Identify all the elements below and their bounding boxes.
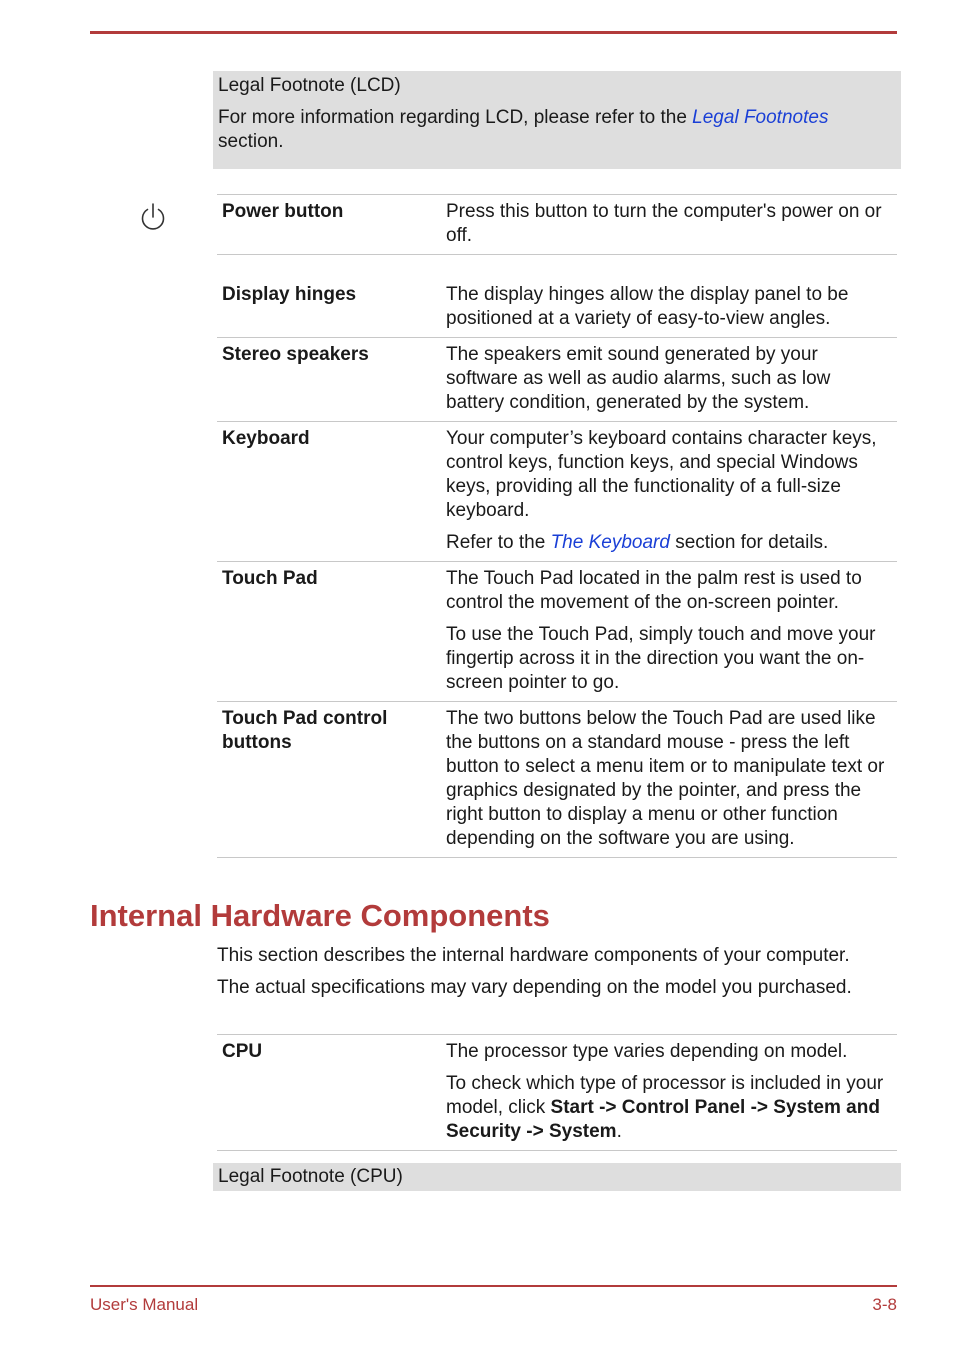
external-components-table xyxy=(217,194,897,858)
desc-power-button: Press this button to turn the computer's power on or off. xyxy=(446,201,882,246)
term-cpu: CPU xyxy=(222,1041,263,1062)
legal-footnote-cpu xyxy=(213,1163,901,1191)
legal-footnotes-link[interactable]: Legal Footnotes xyxy=(692,107,829,128)
table-row xyxy=(217,422,897,562)
desc-touch-pad-control-buttons: The two buttons below the Touch Pad are used like the buttons on a standard mouse - press the left button to select a menu item or to manipulate text or graphics designated by the pointer, and press the right button to display a menu or other function depending on the software you are using. xyxy=(446,708,885,849)
internal-components-table xyxy=(217,1034,897,1151)
desc-touch-pad: The Touch Pad located in the palm rest is used to control the movement of the on-screen pointer. To use the Touch Pad, simply touch and move your fingertip across it in the direction you want the on-screen pointer to go. xyxy=(446,568,876,693)
table-row xyxy=(217,562,897,702)
footer-page-number: 3-8 xyxy=(872,1295,897,1314)
header-rule xyxy=(90,31,897,34)
desc-stereo-speakers: The speakers emit sound generated by your software as well as audio alarms, such as low battery condition, generated by the system. xyxy=(446,344,831,413)
legal-footnote-cpu-title: Legal Footnote (CPU) xyxy=(218,1166,403,1187)
section-intro xyxy=(217,944,897,1000)
footer-manual-title: User's Manual xyxy=(90,1295,199,1314)
legal-footnote-lcd xyxy=(213,71,901,169)
footer-rule xyxy=(90,1285,897,1287)
table-row xyxy=(217,338,897,422)
legal-footnote-lcd-title: Legal Footnote (LCD) xyxy=(218,75,401,96)
term-stereo-speakers: Stereo speakers xyxy=(222,344,369,365)
term-touch-pad-control-buttons: Touch Pad control buttons xyxy=(222,708,388,753)
power-icon xyxy=(139,202,167,234)
table-row xyxy=(217,195,897,255)
desc-cpu: The processor type varies depending on model. To check which type of processor is included in your model, click Start -> Control Panel -> System and Security -> System. xyxy=(446,1041,884,1142)
desc-keyboard: Your computer’s keyboard contains character keys, control keys, function keys, and special Windows keys, providing all the functionality of a full-size keyboard. Refer to the The Keyboard section for details. xyxy=(446,428,877,553)
desc-display-hinges: The display hinges allow the display panel to be positioned at a variety of easy-to-view angles. xyxy=(446,284,849,329)
table-row xyxy=(217,702,897,858)
legal-footnote-lcd-text: For more information regarding LCD, please refer to the Legal Footnotes section. xyxy=(218,107,829,152)
table-row xyxy=(217,255,897,338)
term-display-hinges: Display hinges xyxy=(222,284,357,305)
intro-paragraph: The actual specifications may vary depending on the model you purchased. xyxy=(217,977,852,998)
control-panel-path: Start -> Control Panel -> System and Security -> System xyxy=(446,1097,880,1142)
term-keyboard: Keyboard xyxy=(222,428,310,449)
section-title: Internal Hardware Components xyxy=(90,898,550,933)
the-keyboard-link[interactable]: The Keyboard xyxy=(550,532,670,553)
term-power-button: Power button xyxy=(222,201,344,222)
table-row xyxy=(217,1035,897,1151)
intro-paragraph: This section describes the internal hardware components of your computer. xyxy=(217,945,850,966)
term-touch-pad: Touch Pad xyxy=(222,568,318,589)
